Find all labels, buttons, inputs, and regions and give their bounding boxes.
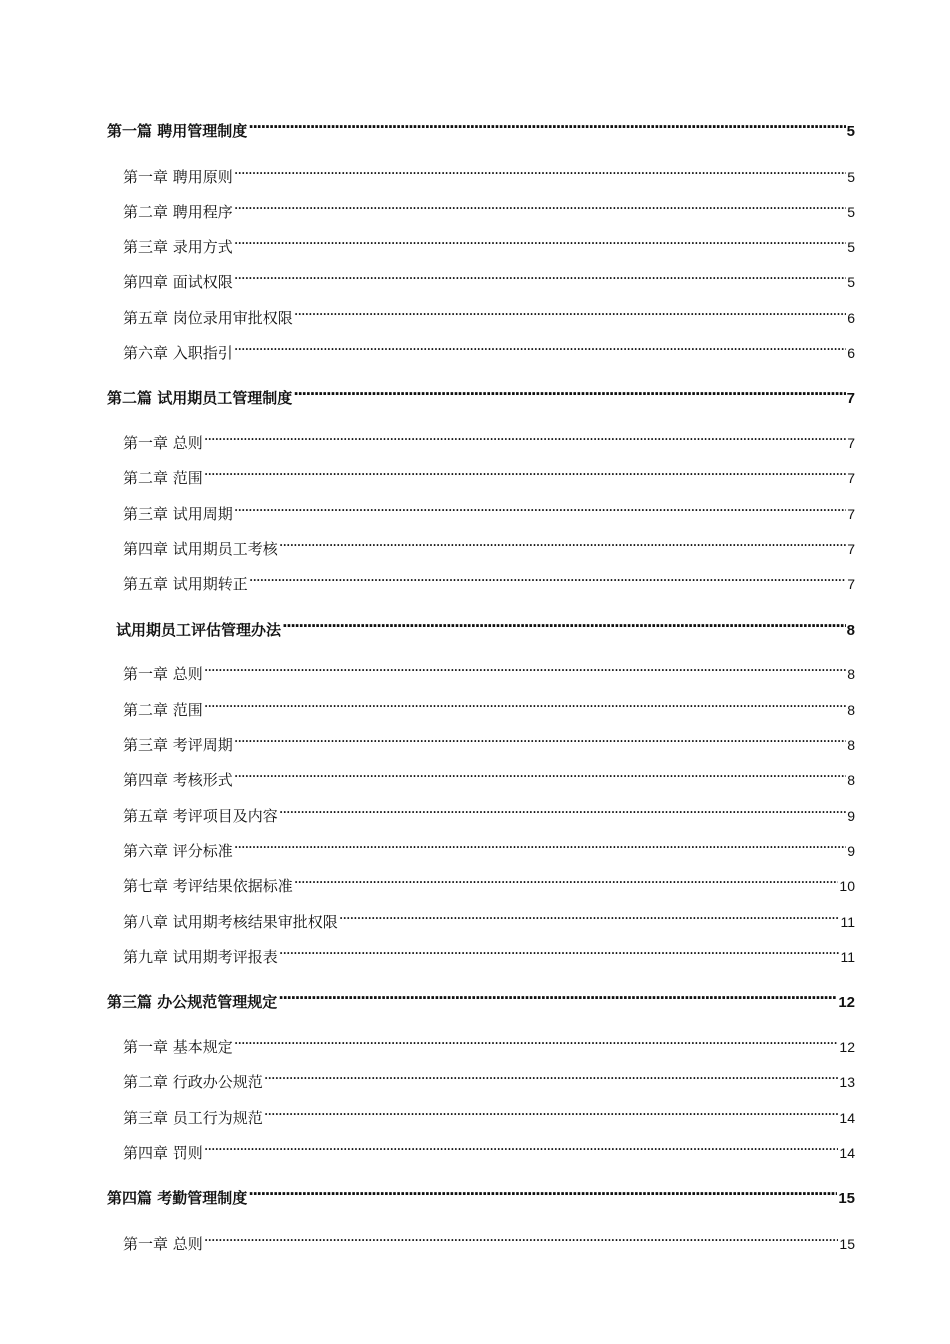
dot-leader [204,430,846,448]
dot-leader [294,873,839,891]
toc-chapter-entry[interactable] [123,1069,855,1092]
toc-chapter-entry[interactable] [123,697,855,720]
toc-entry-title: 第二章 行政办公规范 [123,1073,263,1091]
dot-leader [279,803,846,821]
toc-part-entry[interactable] [107,989,855,1012]
toc-entry-title: 第四章 考核形式 [123,771,233,789]
toc-chapter-entry[interactable] [123,873,855,896]
toc-chapter-entry[interactable] [123,536,855,559]
toc-chapter-entry[interactable] [123,571,855,594]
dot-leader [282,617,846,635]
toc-entry-title: 第九章 试用期考评报表 [123,948,278,966]
toc-entry-title: 第二篇 试用期员工管理制度 [107,389,293,407]
dot-leader [204,1140,839,1158]
toc-entry-page: 11 [840,949,855,965]
toc-entry-title: 第三章 考评周期 [123,736,233,754]
toc-entry-title: 第六章 入职指引 [123,344,233,362]
dot-leader [279,536,846,554]
toc-entry-title: 第二章 范围 [123,469,203,487]
dot-leader [234,767,846,785]
dot-leader [204,697,846,715]
toc-entry-title: 第五章 试用期转正 [123,575,248,593]
toc-entry-title: 第六章 评分标准 [123,842,233,860]
toc-entry-page: 7 [847,541,855,557]
toc-entry-page: 5 [847,274,855,290]
toc-entry-title: 第三章 试用周期 [123,505,233,523]
toc-entry-page: 15 [838,1190,855,1207]
toc-entry-title: 第四章 面试权限 [123,273,233,291]
dot-leader [339,909,840,927]
toc-chapter-entry[interactable] [123,1231,855,1254]
dot-leader [248,1185,837,1203]
toc-entry-title: 第三章 员工行为规范 [123,1109,263,1127]
toc-entry-page: 10 [839,878,855,894]
toc-chapter-entry[interactable] [123,1140,855,1163]
toc-chapter-entry[interactable] [123,430,855,453]
toc-entry-page: 13 [839,1074,855,1090]
toc-chapter-entry[interactable] [123,944,855,967]
toc-entry-page: 14 [839,1145,855,1161]
toc-entry-title: 第二章 范围 [123,701,203,719]
toc-entry-page: 6 [847,310,855,326]
dot-leader [294,305,846,323]
dot-leader [204,661,846,679]
toc-entry-page: 8 [846,622,855,639]
toc-entry-title: 第八章 试用期考核结果审批权限 [123,913,338,931]
dot-leader [278,989,837,1007]
toc-entry-page: 5 [847,204,855,220]
toc-entry-title: 第四篇 考勤管理制度 [107,1189,248,1207]
toc-chapter-entry[interactable] [123,269,855,292]
toc-entry-title: 第三篇 办公规范管理规定 [107,993,278,1011]
toc-chapter-entry[interactable] [123,199,855,222]
dot-leader [249,571,846,589]
toc-chapter-entry[interactable] [123,767,855,790]
dot-leader [293,385,845,403]
toc-chapter-entry[interactable] [123,340,855,363]
toc-entry-page: 9 [847,808,855,824]
toc-entry-page: 15 [839,1236,855,1252]
toc-entry-title: 第三章 录用方式 [123,238,233,256]
dot-leader [234,732,846,750]
dot-leader [204,465,846,483]
toc-chapter-entry[interactable] [123,305,855,328]
dot-leader [264,1069,839,1087]
toc-entry-page: 5 [847,239,855,255]
toc-entry-page: 8 [847,737,855,753]
dot-leader [234,1034,839,1052]
dot-leader [204,1231,839,1249]
dot-leader [234,269,846,287]
toc-entry-page: 8 [847,702,855,718]
toc-chapter-entry[interactable] [123,909,855,932]
toc-entry-title: 第一章 总则 [123,665,203,683]
toc-entry-page: 6 [847,345,855,361]
toc-entry-page: 12 [839,1039,855,1055]
dot-leader [234,501,846,519]
toc-chapter-entry[interactable] [123,803,855,826]
toc-chapter-entry[interactable] [123,1034,855,1057]
toc-entry-page: 7 [846,390,855,407]
toc-entry-title: 第七章 考评结果依据标准 [123,877,293,895]
toc-entry-page: 7 [847,435,855,451]
toc-entry-page: 8 [847,666,855,682]
toc-part-entry[interactable] [107,1185,855,1208]
toc-chapter-entry[interactable] [123,732,855,755]
toc-part-entry[interactable] [107,385,855,408]
toc-chapter-entry[interactable] [123,1105,855,1128]
toc-part-entry[interactable] [116,617,855,640]
toc-entry-title: 第一章 总则 [123,1235,203,1253]
toc-entry-page: 14 [839,1110,855,1126]
toc-entry-page: 12 [838,994,855,1011]
dot-leader [234,164,846,182]
dot-leader [234,838,846,856]
toc-entry-title: 第四章 试用期员工考核 [123,540,278,558]
dot-leader [234,340,846,358]
toc-entry-page: 7 [847,576,855,592]
dot-leader [264,1105,839,1123]
toc-entry-page: 7 [847,470,855,486]
dot-leader [279,944,840,962]
toc-entry-title: 第五章 考评项目及内容 [123,807,278,825]
toc-entry-title: 第一章 聘用原则 [123,168,233,186]
toc-entry-title: 第一篇 聘用管理制度 [107,122,248,140]
toc-entry-title: 第一章 基本规定 [123,1038,233,1056]
toc-entry-title: 试用期员工评估管理办法 [116,621,282,639]
toc-entry-page: 5 [846,123,855,140]
toc-entry-title: 第五章 岗位录用审批权限 [123,309,293,327]
toc-chapter-entry[interactable] [123,234,855,257]
toc-part-entry[interactable] [107,118,855,141]
toc-entry-page: 7 [847,506,855,522]
dot-leader [234,199,846,217]
toc-entry-title: 第四章 罚则 [123,1144,203,1162]
toc-entry-page: 8 [847,772,855,788]
toc-chapter-entry[interactable] [123,501,855,524]
toc-entry-title: 第二章 聘用程序 [123,203,233,221]
toc-entry-page: 11 [840,914,855,930]
toc-entry-page: 5 [847,169,855,185]
toc-chapter-entry[interactable] [123,838,855,861]
dot-leader [248,118,845,136]
toc-chapter-entry[interactable] [123,661,855,684]
dot-leader [234,234,846,252]
toc-entry-page: 9 [847,843,855,859]
toc-chapter-entry[interactable] [123,465,855,488]
toc-chapter-entry[interactable] [123,164,855,187]
toc-entry-title: 第一章 总则 [123,434,203,452]
